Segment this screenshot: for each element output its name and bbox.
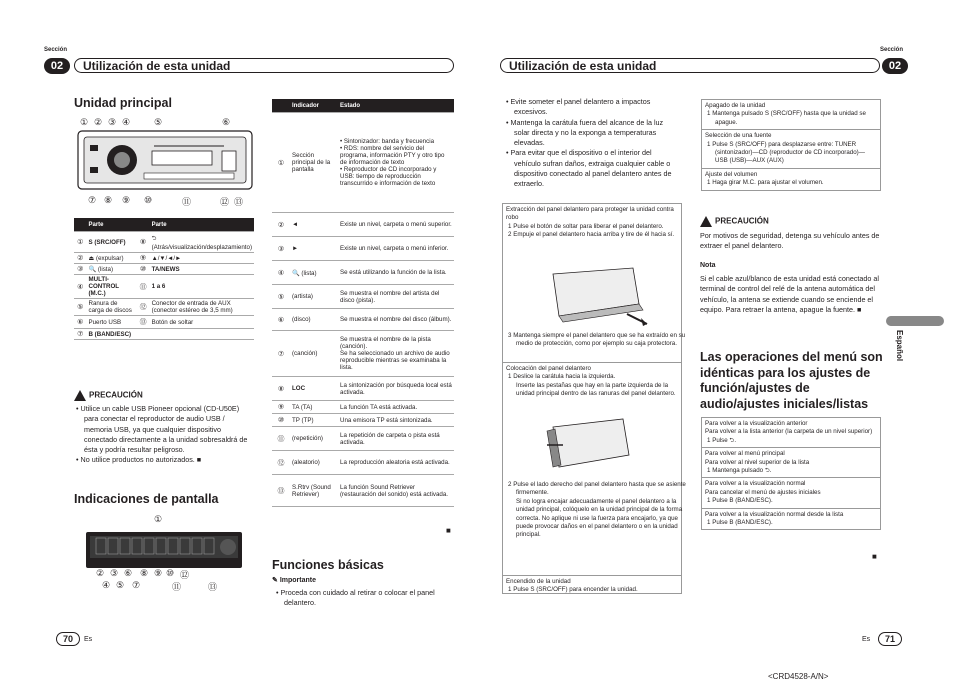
table-row: ④ 🔍 (lista) Se está utilizando la función de la lista. <box>272 261 454 285</box>
step: 1 Pulse B (BAND/ESC). <box>707 497 773 505</box>
nota-text: Si el cable azul/blanco de esta unidad está conectado al terminal de control del relé de la antena automática del vehículo, la antena se extiende cuando se enciende el equipo. Para retraer la antena, apague la fuente. ■ <box>700 274 880 314</box>
table-row: ② ◄ Existe un nivel, carpeta o menú superior. <box>272 213 454 237</box>
table-row: ⑤ Ranura de carga de discos ⑫ Conector de entrada de AUX (conector estéreo de 3,5 mm) <box>74 299 254 316</box>
callout-top-4: ④ <box>122 117 131 127</box>
step: 1 Mantenga pulsado ⮌. <box>707 467 772 475</box>
table-row: ③ ► Existe un nivel, carpeta o menú inferior. <box>272 237 454 261</box>
callout-top-3: ③ <box>108 117 117 127</box>
warning-icon <box>74 390 86 401</box>
table-row: ⑦ (canción) Se muestra el nombre de la pista (canción). Se ha seleccionado un archivo de audio reproducible mientras se examinaba la lista. <box>272 331 454 377</box>
table-row: ⑫ (aleatorio) La reproducción aleatoria está activada. <box>272 451 454 475</box>
section-label-right: Sección <box>880 47 904 53</box>
heading-indicaciones: Indicaciones de pantalla <box>74 492 219 506</box>
page-header: Utilización de esta unidad <box>74 58 454 73</box>
callout-bottom-10: ⑩ <box>144 195 153 205</box>
step: 3 Mantenga siempre el panel delantero que se ha extraído en su medio de protección, como por ejemplo su caja protectora. <box>508 332 686 348</box>
table-row: ② ⏏ (expulsar) ⑨ ▲/▼/◄/► <box>74 253 254 264</box>
table-row: ⑪ (repetición) La repetición de carpeta o pista está activada. <box>272 427 454 451</box>
table-row: ⑨ TA (TA) La función TA está activada. <box>272 401 454 414</box>
bullet-list <box>504 97 680 190</box>
table-row: ③ 🔍 (lista) ⑩ TA/NEWS <box>74 264 254 275</box>
seleccion-section: Selección de una fuente 1 Pulse S (SRC/OFF) para desplazarse entre: TUNER (sintonizador)—CD (reproductor de CD incorporado)—USB (USB)—AUX (AUX) <box>702 130 880 169</box>
callout-top-1: ① <box>80 117 89 127</box>
list-item: • Mantenga la carátula fuera del alcance de la luz solar directa y no la exponga a temperaturas elevadas. <box>506 117 664 148</box>
table-row: ① Sección principal de la pantalla • Sintonizador: banda y frecuencia • RDS: nombre del servicio del programa, información PTY y otro tipo de información de texto • Reproductor de CD incorporado y USB: tiempo de reproducción transcurrido e información de texto <box>272 113 454 213</box>
step: 2 Pulse el lado derecho del panel delantero hasta que se asiente firmemente. Si no logra encajar adecuadamente el panel delantero a la unidad principal, colóquelo en la unidad principal de la forma correcta. No aplique ni use la fuerza para encajarlo, ya que puede provocar daños en el panel delantero o en la unidad principal. <box>508 481 686 539</box>
page-number: 70 <box>56 632 80 646</box>
display-callout: ⑤ <box>116 580 125 590</box>
step: 1 Pulse el botón de soltar para liberar el panel delantero. <box>508 222 664 230</box>
display-callout: ⑩ <box>166 568 175 578</box>
importante-heading: ✎ Importante <box>272 577 316 584</box>
language-tab: Español <box>895 330 904 362</box>
step: 1 Pulse S (SRC/OFF) para encender la unidad. <box>508 586 638 594</box>
menu-row: Para volver a la visualización normal Para cancelar el menú de ajustes iniciales 1 Pulse B (BAND/ESC). <box>702 478 880 508</box>
panel-attach-illustration <box>543 415 643 479</box>
callout-bottom-13: ⑬ <box>234 197 244 207</box>
display-callout: ⑪ <box>172 582 182 592</box>
display-callout: ② <box>96 568 105 578</box>
display-callout: ⑬ <box>208 582 218 592</box>
table-row: ⑧ LOC La sintonización por búsqueda local está activada. <box>272 377 454 401</box>
page-header-right: Utilización de esta unidad <box>500 58 880 73</box>
heading-unidad-principal: Unidad principal <box>74 96 172 110</box>
indicator-table-header: Indicador Estado <box>272 99 454 113</box>
section-number: 02 <box>44 58 70 74</box>
menu-row: Para volver a la visualización normal desde la lista 1 Pulse B (BAND/ESC). <box>702 509 880 530</box>
display-callout: ④ <box>102 580 111 590</box>
extraccion-section: Extracción del panel delantero para proteger la unidad contra robo 1 Pulse el botón de soltar para liberar el panel delantero. 2 Empuje el panel delantero hacia arriba y tire de él hacia sí. 3 Mantenga siempre el panel delantero que se ha extraído en su medio de protección, como por ejemplo su caja protectora. <box>503 204 681 363</box>
parts-table-header <box>74 218 254 232</box>
section-label: Sección <box>44 47 68 53</box>
end-mark-right: ■ <box>872 552 877 561</box>
page-lang-right: Es <box>862 636 871 643</box>
menu-row: Para volver a la visualización anterior Para volver a la lista anterior (la carpeta de un nivel superior) 1 Pulse ⮌. <box>702 418 880 448</box>
page-number-right: 71 <box>878 632 902 646</box>
panel-removal-illustration <box>543 264 653 328</box>
callout-top-5: ⑤ <box>154 117 163 127</box>
importante-item: • Proceda con cuidado al retirar o colocar el panel delantero. <box>276 588 435 608</box>
step: 1 Pulse ⮌. <box>707 436 737 444</box>
display-callout: ⑦ <box>132 580 141 590</box>
encendido-section: Encendido de la unidad 1 Pulse S (SRC/OFF) para encender la unidad. <box>503 576 681 597</box>
table-row: ⑥ Puerto USB ⑬ Botón de soltar <box>74 316 254 329</box>
step: 1 Mantenga pulsado S (SRC/OFF) hasta que la unidad se apague. <box>707 110 866 126</box>
table-row: ⑤ (artista) Se muestra el nombre del artista del disco (pista). <box>272 285 454 309</box>
table-row: ⑦ B (BAND/ESC) <box>74 329 254 340</box>
table-row: ⑬ S.Rtrv (Sound Retriever) La función Sound Retriever (restauración del sonido) está activada. <box>272 475 454 507</box>
display-illustration <box>84 512 250 592</box>
callout-bottom-7: ⑦ <box>88 195 97 205</box>
precaucion-heading-right: PRECAUCIÓN <box>700 216 769 227</box>
list-item: • Para evitar que el dispositivo o el interior del vehículo sufran daños, extraiga cualquier cable o dispositivo conectado al panel delantero antes de extraerlo. <box>506 148 672 189</box>
end-mark: ■ <box>446 526 451 535</box>
step: 1 Haga girar M.C. para ajustar el volumen. <box>707 179 824 187</box>
parts-table <box>74 218 254 340</box>
section-number-right: 02 <box>882 58 908 74</box>
table-row: ⑥ (disco) Se muestra el nombre del disco (álbum). <box>272 309 454 331</box>
page-lang: Es <box>84 636 93 643</box>
callout-bottom-12: ⑫ <box>220 197 230 207</box>
head-unit-drawing <box>74 115 260 215</box>
note-icon: ✎ <box>272 577 278 584</box>
menu-box <box>701 417 881 530</box>
list-item: • No utilice productos no autorizados. ■ <box>76 455 202 465</box>
display-callout: ⑥ <box>124 568 133 578</box>
display-callout-1: ① <box>154 514 163 524</box>
display-callout: ⑧ <box>140 568 149 578</box>
table-row: ⑩ TP (TP) Una emisora TP está sintonizada. <box>272 414 454 427</box>
volumen-section: Ajuste del volumen 1 Haga girar M.C. para ajustar el volumen. <box>702 169 880 190</box>
step: 1 Pulse S (SRC/OFF) para desplazarse entre: TUNER (sintonizador)—CD (reproductor de CD incorporado)—USB (USB)—AUX (AUX) <box>707 140 865 165</box>
table-row: ④ MULTI-CONTROL (M.C.) ⑪ 1 a 6 <box>74 275 254 299</box>
display-callout: ⑫ <box>180 570 190 580</box>
precaucion-text: Por motivos de seguridad, detenga su vehículo antes de extraer el panel delantero. <box>700 231 880 251</box>
step: 1 Pulse B (BAND/ESC). <box>707 519 773 527</box>
callout-top-6: ⑥ <box>222 117 231 127</box>
callout-top-2: ② <box>94 117 103 127</box>
step: 1 Deslice la carátula hacia la izquierda. Inserte las pestañas que hay en la parte izquierda de la unidad principal dentro de las ranuras del panel delantero. <box>508 373 676 398</box>
indicator-table <box>272 99 454 507</box>
step: 2 Empuje el panel delantero hacia arriba y tire de él hacia sí. <box>508 231 675 239</box>
colocacion-section: Colocación del panel delantero 1 Deslice la carátula hacia la izquierda. Inserte las pestañas que hay en la parte izquierda de la unidad principal dentro de las ranuras del panel delantero. 2 Pulse el lado derecho del panel delantero hasta que se asiente firmemente. Si no logra encajar adecuadamente el panel delantero a la unidad principal, colóquelo en la unidad principal de la forma correcta. No aplique ni use la fuerza para encajarlo, ya que puede provocar daños en el panel delantero o en la unidad principal. <box>503 363 681 576</box>
callout-bottom-9: ⑨ <box>122 195 131 205</box>
nota-heading: Nota <box>700 262 716 269</box>
table-row: ① S (SRC/OFF) ⑧ ⮌ (Atrás/visualización/desplazamiento) <box>74 232 254 253</box>
device-illustration <box>74 115 260 215</box>
procedure-box <box>502 203 686 594</box>
precaucion-list <box>74 404 254 466</box>
warning-icon <box>700 216 712 227</box>
display-callout: ③ <box>110 568 119 578</box>
callout-bottom-11: ⑪ <box>182 197 192 207</box>
display-callout: ⑨ <box>154 568 163 578</box>
language-tab-bar <box>886 316 944 326</box>
model-code: <CRD4528-A/N> <box>768 672 829 681</box>
callout-bottom-8: ⑧ <box>104 195 113 205</box>
parts-col-header: Parte <box>86 218 136 232</box>
heading-operaciones: Las operaciones del menú son idénticas para los ajustes de función/ajustes de audio/ajustes iniciales/listas <box>700 350 883 411</box>
menu-row: Para volver al menú principal Para volver al nivel superior de la lista 1 Mantenga pulsado ⮌. <box>702 448 880 478</box>
apagado-section: Apagado de la unidad 1 Mantenga pulsado S (SRC/OFF) hasta que la unidad se apague. <box>702 100 880 130</box>
list-item: • Utilice un cable USB Pioneer opcional (CD-U50E) para conectar el reproductor de audio USB / memoria USB, ya que cualquier dispositivo conectado directamente a la unidad sobresaldrá de ésta y podría resultar peligroso. <box>76 404 248 455</box>
precaucion-heading: PRECAUCIÓN <box>74 390 143 401</box>
function-box <box>701 99 881 191</box>
heading-funciones: Funciones básicas <box>272 558 384 572</box>
list-item: • Evite someter el panel delantero a impactos excesivos. <box>506 97 651 117</box>
parts-col-header: Parte <box>150 218 254 232</box>
